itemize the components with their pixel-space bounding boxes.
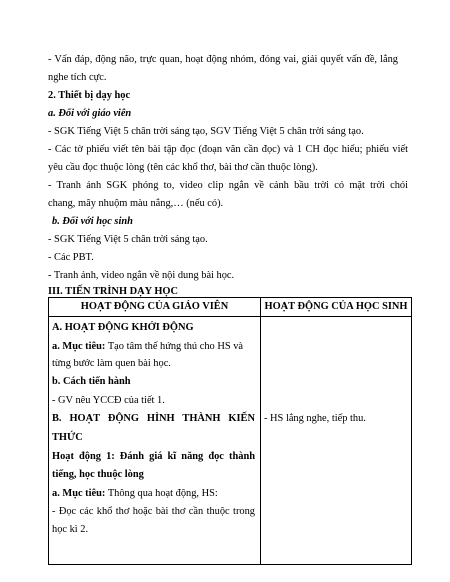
warmup-goal-cont: từng bước làm quen bài học. [52,358,171,369]
warmup-method-heading: b. Cách tiến hành [52,376,131,387]
teacher-equipment-line: chang, mây nhuộm màu nắng,… (nếu có). [48,198,224,209]
student-equipment-line: - Tranh ảnh, video ngắn về nội dung bài học. [48,270,235,281]
activity-1-goal-item-cont: học kì 2. [52,524,89,535]
teacher-equipment-line: - Tranh ảnh SGK phóng to, video clip ngắn về cảnh bầu trời có mặt trời chói [48,180,408,191]
activity-1-goal-item: - Đọc các khổ thơ hoặc bài thơ cần thuộc trong [52,506,255,517]
activity-1-title-cont: tiếng, học thuộc lòng [52,469,144,480]
teacher-equipment-heading: a. Đối với giáo viên [48,108,132,119]
student-response: - HS lắng nghe, tiếp thu. [264,413,366,424]
student-equipment-line: - Các PBT. [48,252,94,263]
method-line-1: - Vấn đáp, động não, trực quan, hoạt động nhóm, đóng vai, giải quyết vấn đề, lắng [48,54,398,65]
knowledge-heading-cont: THỨC [52,432,83,443]
goal-label: a. Mục tiêu: [52,341,106,352]
table-row [49,317,412,565]
warmup-step: - GV nêu YCCĐ của tiết 1. [52,395,165,406]
teacher-equipment-line: - Các tờ phiếu viết tên bài tập đọc (đoạn văn cần đọc) và 1 CH đọc hiểu; phiếu viết [48,144,408,155]
goal-label: a. Mục tiêu: [52,488,106,499]
method-line-2: nghe tích cực. [48,72,107,83]
student-equipment-heading: b. Đối với học sinh [52,216,133,227]
activity-1-title: Hoạt động 1: Đánh giá kĩ năng đọc thành [52,451,255,462]
student-equipment-line: - SGK Tiếng Việt 5 chân trời sáng tạo. [48,234,208,245]
knowledge-heading: B. HOẠT ĐỘNG HÌNH THÀNH KIẾN [52,413,255,424]
teacher-column-header: HOẠT ĐỘNG CỦA GIÁO VIÊN [49,298,261,317]
activity-1-goal [52,487,255,500]
goal-text: Tạo tâm thế hứng thú cho HS và [107,341,244,352]
student-activity-cell [261,317,412,565]
warmup-goal [52,340,255,353]
table-header-row [49,298,412,317]
lesson-plan-table [48,297,412,565]
section-3-heading: III. TIẾN TRÌNH DẠY HỌC [48,286,179,297]
student-column-header: HOẠT ĐỘNG CỦA HỌC SINH [261,298,412,317]
teacher-equipment-line: yêu cầu đọc thuộc lòng (tên các khổ thơ, bài thơ cần thuộc lòng). [48,162,318,173]
warmup-heading: A. HOẠT ĐỘNG KHỞI ĐỘNG [52,322,194,333]
teacher-equipment-line: - SGK Tiếng Việt 5 chân trời sáng tạo, SGV Tiếng Việt 5 chân trời sáng tạo. [48,126,364,137]
goal-text: Thông qua hoạt động, HS: [107,488,218,499]
section-2-heading: 2. Thiết bị dạy học [48,90,131,101]
teacher-activity-cell [49,317,261,565]
